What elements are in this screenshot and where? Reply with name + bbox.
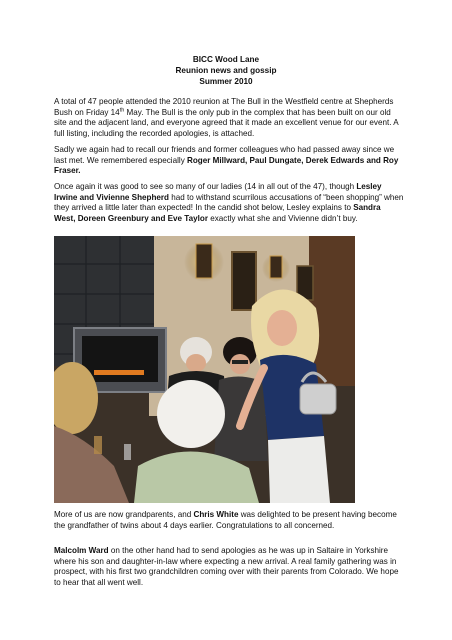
paragraph-attendance: A total of 47 people attended the 2010 reunion at The Bull in the Westfield centre at Shepherds Bush on Friday 14th May. The Bull is the only pub in the complex that has been built on our old site and the adjacent land, and everyone agreed that it made an excellent venue for our event. A full listing, including the recorded apologies, is attached. xyxy=(54,97,399,138)
paragraph-ladies: Once again it was good to see so many of our ladies (14 in all out of the 47), though Lesley Irwine and Vivienne Shepherd had to withstand scurrilous accusations of “been shopping” when they arrived a little later than expected! In the candid shot below, Lesley explains to Sandra West, Doreen Greenbury and Eve Taylor exactly what she and Vivienne didn’t buy. xyxy=(54,182,404,223)
doc-title: BICC Wood Lane xyxy=(192,55,260,64)
reunion-photo xyxy=(54,236,355,503)
doc-subtitle: Reunion news and gossip xyxy=(175,66,277,75)
doc-date: Summer 2010 xyxy=(199,77,253,86)
paragraph-remembrance: Sadly we again had to recall our friends and former colleagues who had passed away since we last met. We remembered especially Roger Millward, Paul Dungate, Derek Edwards and Roy Fraser. xyxy=(54,145,399,176)
names-late-arrivals: Lesley Irwine and Vivienne Shepherd xyxy=(54,182,382,202)
name-malcolm-ward: Malcolm Ward xyxy=(54,546,109,555)
names-listeners: Sandra West, Doreen Greenbury and Eve Taylor xyxy=(54,203,381,223)
name-chris-white: Chris White xyxy=(193,510,239,519)
paragraph-grandparents: More of us are now grandparents, and Chris White was delighted to be present having become the grandfather of twins about 4 days earlier. Congratulations to all concerned. xyxy=(54,510,397,530)
paragraph-malcolm: Malcolm Ward on the other hand had to send apologies as he was up in Saltaire in Yorkshire where his son and daughter-in-law where expecting a new arrival. A real family gathering was in prospect, with his first two grandchildren coming over with their parents from Colorado. We hope to hear that all went well. xyxy=(54,546,399,587)
names-remembered: Roger Millward, Paul Dungate, Derek Edwards and Roy Fraser. xyxy=(54,155,399,176)
